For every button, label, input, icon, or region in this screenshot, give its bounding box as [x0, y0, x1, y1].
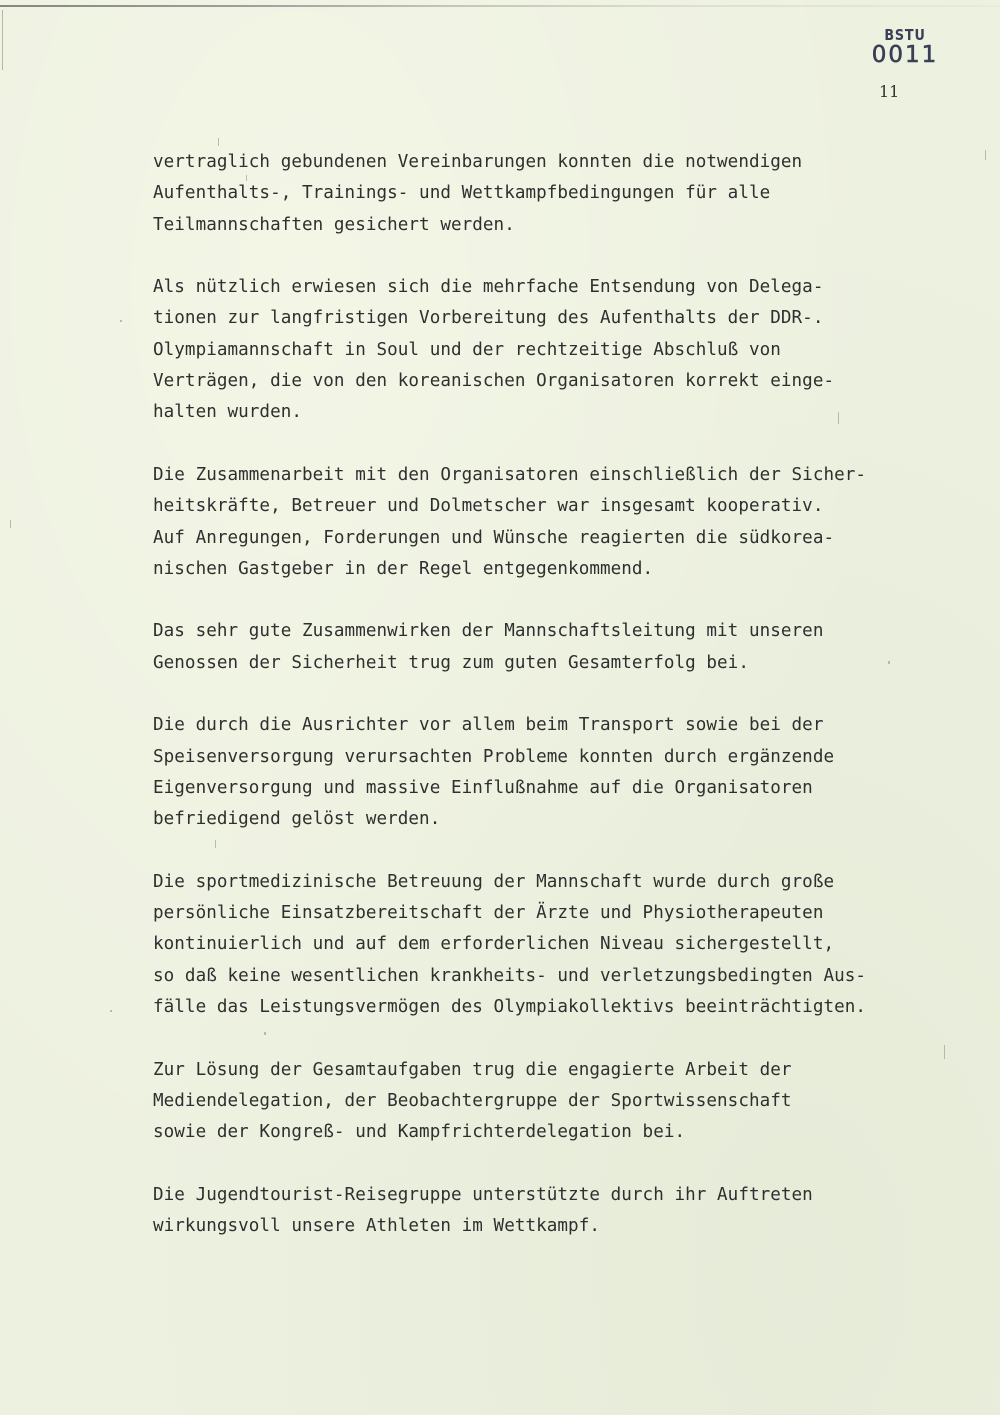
paragraph [153, 460, 993, 585]
paragraph-gap [153, 1023, 993, 1054]
text-line: heitskräfte, Betreuer und Dolmetscher war insgesamt kooperativ. [153, 496, 824, 517]
text-line: Auf Anregungen, Forderungen und Wünsche reagierten die südkorea- [153, 527, 835, 548]
text-line: Eigenversorgung und massive Einflußnahme auf die Organisatoren [153, 777, 813, 798]
paragraph-gap [153, 585, 993, 616]
text-line: persönliche Einsatzbereitschaft der Ärzte und Physiotherapeuten [153, 903, 824, 924]
scan-mark [838, 412, 839, 424]
text-line: fälle das Leistungsvermögen des Olympiakollektivs beeinträchtigten. [153, 997, 867, 1018]
text-line: Verträgen, die von den koreanischen Organisatoren korrekt einge- [153, 371, 835, 392]
page-left-edge [2, 10, 3, 70]
text-line: Die durch die Ausrichter vor allem beim Transport sowie bei der [153, 715, 824, 736]
body-text [153, 147, 993, 1242]
text-line: Als nützlich erwiesen sich die mehrfache Entsendung von Delega- [153, 277, 824, 298]
scan-mark [110, 1010, 112, 1012]
paragraph [153, 1055, 993, 1149]
text-line: Die Jugendtourist-Reisegruppe unterstützte durch ihr Auftreten [153, 1184, 813, 1205]
stamp-organization: BSTU [884, 26, 926, 44]
text-line: Die sportmedizinische Betreuung der Mannschaft wurde durch große [153, 871, 835, 892]
text-line: Das sehr gute Zusammenwirken der Mannschaftsleitung mit unseren [153, 621, 824, 642]
text-line: Die Zusammenarbeit mit den Organisatoren einschließlich der Sicher- [153, 464, 867, 485]
scan-mark [218, 138, 219, 146]
paragraph-gap [153, 679, 993, 710]
scan-mark [264, 1032, 266, 1035]
page-number: 11 [879, 82, 900, 101]
paragraph-gap [153, 429, 993, 460]
paragraph [153, 1180, 993, 1243]
text-line: kontinuierlich und auf dem erforderlichen Niveau sichergestellt, [153, 934, 835, 955]
text-line: sowie der Kongreß- und Kampfrichterdelegation bei. [153, 1122, 686, 1143]
paragraph-gap [153, 241, 993, 272]
text-line: halten wurden. [153, 402, 302, 423]
text-line: Olympiamannschaft in Soul und der rechtzeitige Abschluß von [153, 339, 781, 360]
paragraph [153, 147, 993, 241]
paragraph [153, 867, 993, 1023]
scan-mark [120, 320, 122, 322]
paragraph-gap [153, 1149, 993, 1180]
text-line: vertraglich gebundenen Vereinbarungen konnten die notwendigen [153, 152, 803, 172]
text-line: tionen zur langfristigen Vorbereitung des Aufenthalts der DDR-. [153, 308, 824, 329]
scan-mark [246, 175, 247, 181]
text-line: Mediendelegation, der Beobachtergruppe der Sportwissenschaft [153, 1090, 792, 1111]
text-line: Speisenversorgung verursachten Probleme konnten durch ergänzende [153, 746, 835, 767]
scan-mark [985, 150, 986, 160]
text-line: Genossen der Sicherheit trug zum guten Gesamterfolg bei. [153, 652, 749, 673]
paragraph [153, 710, 993, 835]
stamp-number: 0011 [871, 42, 939, 68]
text-line: Aufenthalts-, Trainings- und Wettkampfbedingungen für alle [153, 183, 771, 204]
text-line: nischen Gastgeber in der Regel entgegenkommend. [153, 558, 654, 579]
scan-mark [10, 520, 11, 528]
scan-mark [944, 1045, 945, 1059]
paragraph [153, 272, 993, 428]
text-line: Teilmannschaften gesichert werden. [153, 214, 515, 235]
text-line: so daß keine wesentlichen krankheits- und verletzungsbedingten Aus- [153, 965, 867, 986]
scan-mark [215, 840, 216, 848]
text-line: wirkungsvoll unsere Athleten im Wettkampf. [153, 1216, 600, 1237]
archive-stamp [872, 28, 952, 67]
text-line: befriedigend gelöst werden. [153, 809, 441, 830]
page-top-edge [0, 5, 1000, 7]
scan-mark [888, 661, 890, 664]
text-line: Zur Lösung der Gesamtaufgaben trug die engagierte Arbeit der [153, 1059, 792, 1080]
paragraph [153, 616, 993, 679]
paragraph-gap [153, 836, 993, 867]
